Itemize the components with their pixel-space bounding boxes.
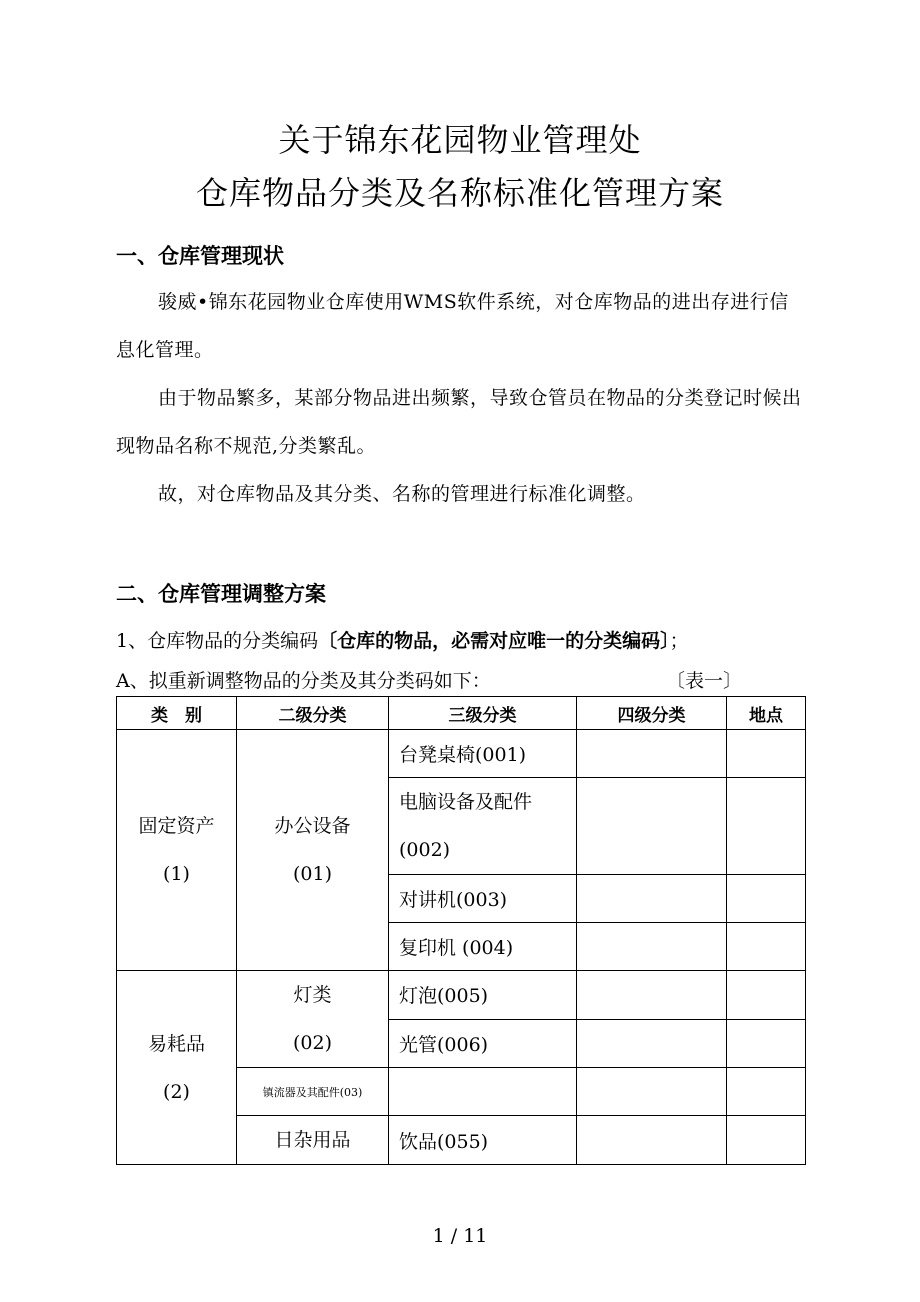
cat2-sub2-cell: 镇流器及其配件(03): [237, 1068, 389, 1116]
empty-cell: [577, 1019, 727, 1068]
empty-cell: [727, 1116, 806, 1165]
empty-cell: [727, 1068, 806, 1116]
section1-paragraph-1: 骏威•锦东花园物业仓库使用WMS软件系统，对仓库物品的进出存进行信息化管理。: [116, 291, 789, 361]
section1-heading: 一、仓库管理现状: [116, 244, 284, 268]
cat1-sub1-cell: [237, 730, 389, 971]
document-title-line1: 关于锦东花园物业管理处: [278, 121, 642, 159]
header-category: 类 别: [117, 697, 237, 730]
empty-cell: [577, 923, 727, 971]
cat2-cell: [117, 971, 237, 1165]
cat1-cell: [117, 730, 237, 971]
cat2-sub1-cell: [237, 971, 389, 1068]
item-cell: 复印机 (004): [389, 923, 577, 971]
cat2-sub3-cell: 日杂用品: [237, 1116, 389, 1165]
header-level2: 二级分类: [237, 697, 389, 730]
item-cell: 电脑设备及配件(002): [389, 778, 577, 875]
cat1-name: 固定资产: [138, 815, 215, 837]
item-cell: 光管(006): [389, 1019, 577, 1068]
empty-cell: [727, 875, 806, 923]
header-level4: 四级分类: [577, 697, 727, 730]
cat2-sub1-name: 灯类: [293, 984, 332, 1006]
item-cell: 台凳桌椅(001): [389, 730, 577, 778]
table-row: [117, 971, 806, 1020]
item1-line: [116, 626, 689, 653]
empty-cell: [577, 730, 727, 778]
table-note: 〔表一〕: [666, 670, 743, 692]
empty-cell: [577, 875, 727, 923]
empty-cell: [577, 971, 727, 1020]
item1-prefix: 1、仓库物品的分类编码: [116, 630, 319, 652]
itemA-line: A、拟重新调整物品的分类及其分类码如下：: [116, 670, 491, 692]
cat2-code: (2): [163, 1080, 190, 1103]
cat1-sub1-code: (01): [292, 863, 332, 885]
cat1-sub1-name: 办公设备: [274, 815, 351, 837]
item-cell: 饮品(055): [389, 1116, 577, 1165]
header-location: 地点: [727, 697, 806, 730]
empty-cell: [727, 778, 806, 875]
table-row: [117, 730, 806, 778]
section1-paragraph-2: 由于物品繁多，某部分物品进出频繁，导致仓管员在物品的分类登记时候出现物品名称不规范,分类繁乱。: [116, 387, 802, 457]
section2-heading: 二、仓库管理调整方案: [116, 582, 326, 606]
classification-table: [116, 696, 806, 1165]
header-level3: 三级分类: [389, 697, 577, 730]
page-number: 1 / 11: [432, 1225, 488, 1247]
item-cell: 对讲机(003): [389, 875, 577, 923]
item-cell: 灯泡(005): [389, 971, 577, 1020]
cat1-code: (1): [163, 863, 190, 885]
table-header-row: [117, 697, 806, 730]
cat2-name: 易耗品: [147, 1032, 205, 1055]
empty-cell: [577, 1116, 727, 1165]
section1-paragraph-3: 故，对仓库物品及其分类、名称的管理进行标准化调整。: [158, 483, 646, 505]
empty-cell: [727, 730, 806, 778]
empty-cell: [389, 1068, 577, 1116]
empty-cell: [727, 923, 806, 971]
document-title-line2: 仓库物品分类及名称标准化管理方案: [195, 174, 724, 212]
item1-suffix: ；: [669, 630, 689, 652]
item1-emphasis: 〔仓库的物品，必需对应唯一的分类编码〕: [318, 630, 670, 652]
empty-cell: [727, 1019, 806, 1068]
empty-cell: [577, 778, 727, 875]
cat2-sub1-code: (02): [292, 1032, 332, 1054]
empty-cell: [727, 971, 806, 1020]
empty-cell: [577, 1068, 727, 1116]
